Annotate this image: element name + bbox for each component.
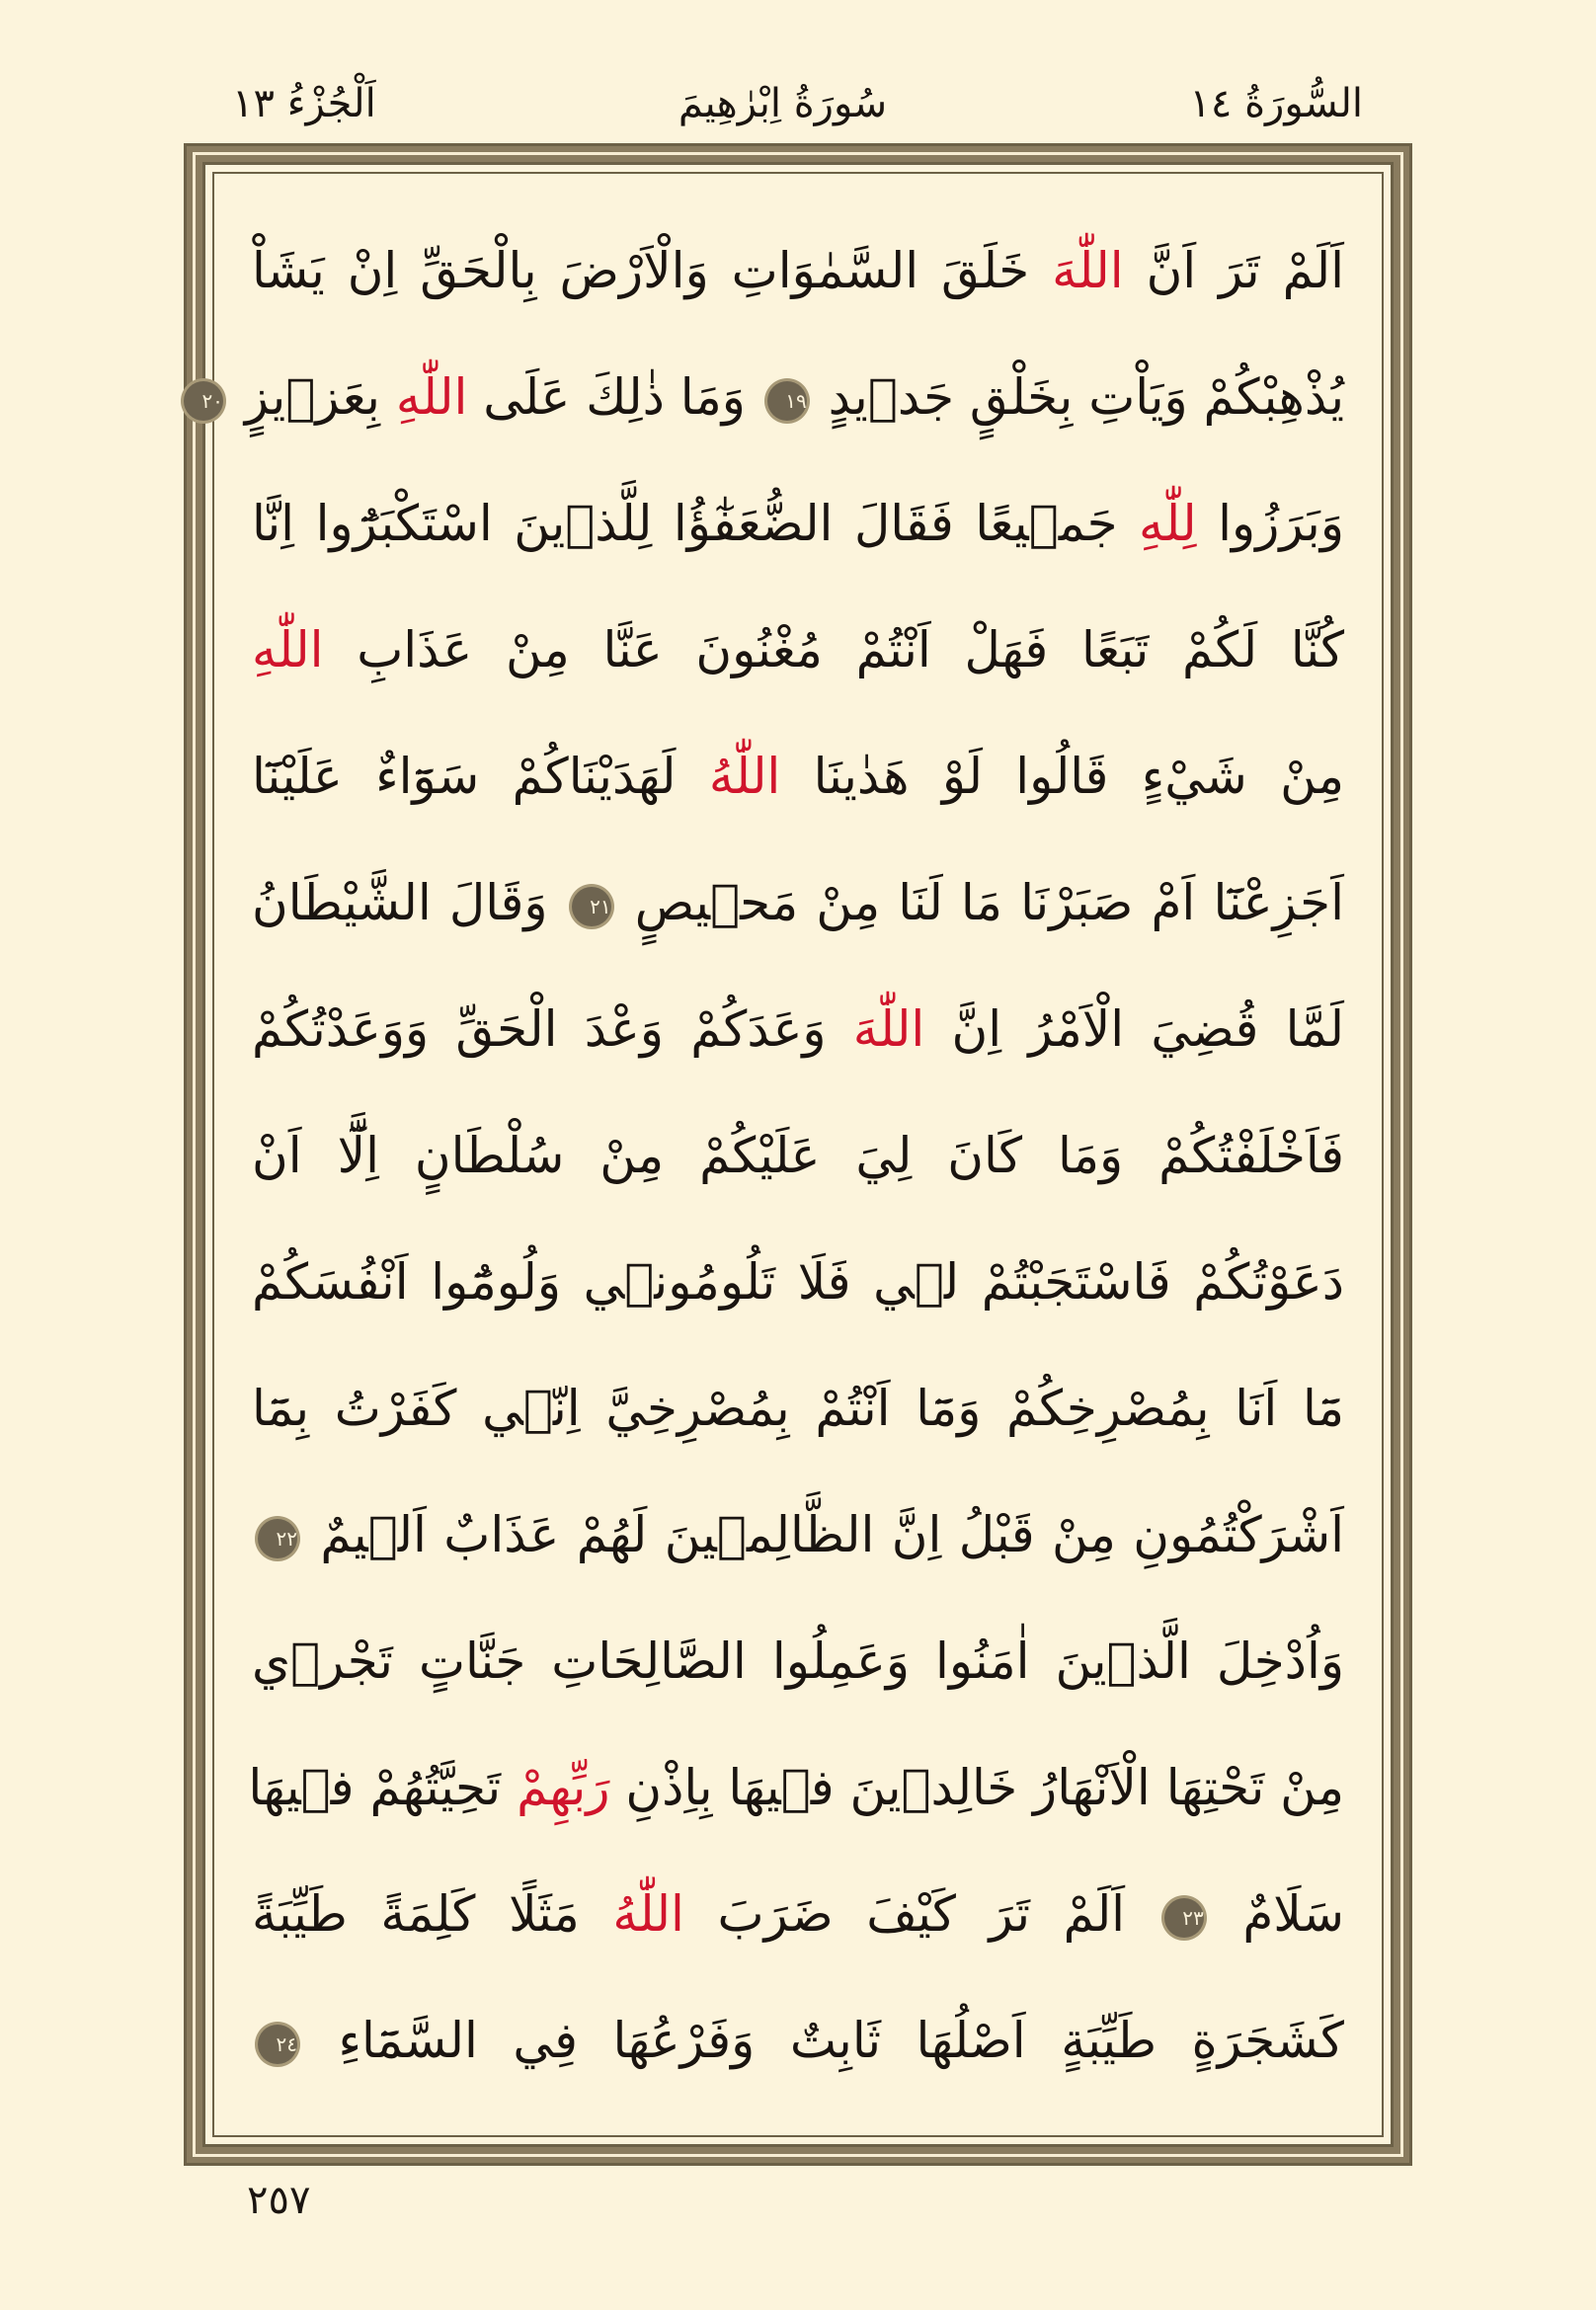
verse-text: اَلَمْ تَرَ كَيْفَ ضَرَبَ xyxy=(683,1885,1158,1943)
quran-text xyxy=(201,207,1345,2104)
verse-text: لَهَدَيْنَاكُمْ سَوَٓاءٌ عَلَيْنَٓا xyxy=(252,748,709,805)
text-line xyxy=(252,839,1344,966)
verse-text: مَٓا اَنَا بِمُصْرِخِكُمْ وَمَٓا اَنْتُمْ بِمُصْرِخِيَّ اِنّ۪ي كَفَرْتُ بِمَٓا xyxy=(252,1380,1344,1437)
verse-text: اَلَمْ تَرَ اَنَّ xyxy=(1123,242,1344,299)
text-line xyxy=(252,1092,1344,1219)
divine-name-text: اللّٰهِ xyxy=(252,621,324,678)
verse-text: فَاَخْلَفْتُكُمْ وَمَا كَانَ لِيَ عَلَيْكُمْ مِنْ سُلْطَانٍ اِلَّٓا اَنْ xyxy=(252,1127,1344,1184)
text-line xyxy=(252,1219,1344,1345)
text-line xyxy=(252,1977,1344,2104)
ayah-number-marker: ٢٣ xyxy=(1164,1898,1204,1938)
verse-text: اَشْرَكْتُمُونِ مِنْ قَبْلُ اِنَّ الظَّالِم۪ينَ لَهُمْ عَذَابٌ اَل۪يمٌ xyxy=(303,1506,1344,1563)
juz-number: اَلْجُزْءُ ١٣ xyxy=(232,81,376,126)
surah-name: سُورَةُ اِبْرٰهِيمَ xyxy=(678,81,888,126)
ayah-number-marker: ٢٢ xyxy=(258,1519,297,1558)
verse-text: وَعَدَكُمْ وَعْدَ الْحَقِّ وَوَعَدْتُكُمْ xyxy=(252,1000,853,1058)
ayah-number-marker: ١٩ xyxy=(767,381,807,421)
verse-text: كَشَجَرَةٍ طَيِّبَةٍ اَصْلُهَا ثَابِتٌ وَفَرْعُهَا فِي السَّمَٓاءِ xyxy=(303,2012,1344,2069)
text-line xyxy=(252,1851,1344,1977)
verse-text: يُذْهِبْكُمْ وَيَاْتِ بِخَلْقٍ جَد۪يدٍ xyxy=(812,368,1344,426)
verse-text: مَثَلًا كَلِمَةً طَيِّبَةً xyxy=(252,1885,613,1943)
verse-text: خَلَقَ السَّمٰوَاتِ وَالْاَرْضَ بِالْحَقِّ اِنْ يَشَاْ xyxy=(252,242,1053,299)
text-line xyxy=(252,207,1344,334)
divine-name-text: اللّٰهُ xyxy=(612,1885,684,1943)
verse-text: سَلَامٌ xyxy=(1209,1885,1345,1943)
page-header xyxy=(232,69,1363,138)
verse-text: لَمَّا قُضِيَ الْاَمْرُ اِنَّ xyxy=(924,1000,1344,1058)
verse-text: وَقَالَ الشَّيْطَانُ xyxy=(252,874,566,931)
verse-text: بِعَز۪يزٍ xyxy=(228,368,396,426)
verse-text: وَبَرَزُوا xyxy=(1196,495,1344,552)
verse-text: جَم۪يعًا فَقَالَ الضُّعَفٰٓؤُا لِلَّذ۪ينَ اسْتَكْبَرُٓوا اِنَّا xyxy=(252,495,1140,552)
verse-text: دَعَوْتُكُمْ فَاسْتَجَبْتُمْ ل۪ي فَلَا تَلُومُون۪ي وَلُومُٓوا اَنْفُسَكُمْ xyxy=(252,1253,1344,1311)
ayah-number-marker: ٢١ xyxy=(572,887,611,926)
surah-number: السُّورَةُ ١٤ xyxy=(1189,81,1363,126)
divine-name-text: اللّٰهَ xyxy=(852,1000,925,1058)
verse-text: تَحِيَّتُهُمْ ف۪يهَا xyxy=(248,1759,518,1816)
verse-text: كُنَّا لَكُمْ تَبَعًا فَهَلْ اَنْتُمْ مُغْنُونَ عَنَّا مِنْ عَذَابِ xyxy=(323,621,1344,678)
verse-text: اَجَزِعْنَٓا اَمْ صَبَرْنَا مَا لَنَا مِنْ مَح۪يصٍ xyxy=(616,874,1344,931)
text-line xyxy=(252,1472,1344,1598)
divine-name-text: اللّٰهُ xyxy=(708,748,781,805)
ayah-number-marker: ٢٤ xyxy=(258,2025,297,2064)
text-line xyxy=(252,713,1344,839)
text-line xyxy=(252,1345,1344,1472)
text-line xyxy=(252,1598,1344,1724)
ayah-number-marker: ٢٠ xyxy=(184,381,223,421)
text-line xyxy=(248,1724,1344,1851)
verse-text: مِنْ شَيْءٍ قَالُوا لَوْ هَدٰينَا xyxy=(780,748,1345,805)
divine-name-text: رَبِّهِمْ xyxy=(517,1759,610,1816)
text-line xyxy=(201,334,1344,460)
divine-name-text: اللّٰهِ xyxy=(395,368,468,426)
verse-text: مِنْ تَحْتِهَا الْاَنْهَارُ خَالِد۪ينَ ف۪يهَا بِاِذْنِ xyxy=(609,1759,1344,1816)
divine-name-text: لِلّٰهِ xyxy=(1139,495,1197,552)
text-line xyxy=(252,966,1344,1092)
divine-name-text: اللّٰهَ xyxy=(1052,242,1124,299)
text-line xyxy=(252,587,1344,713)
text-line xyxy=(252,460,1344,587)
page-number: ٢٥٧ xyxy=(247,2178,311,2223)
verse-text: وَاُدْخِلَ الَّذ۪ينَ اٰمَنُوا وَعَمِلُوا الصَّالِحَاتِ جَنَّاتٍ تَجْر۪ي xyxy=(252,1633,1344,1690)
verse-text: وَمَا ذٰلِكَ عَلَى xyxy=(467,368,761,426)
